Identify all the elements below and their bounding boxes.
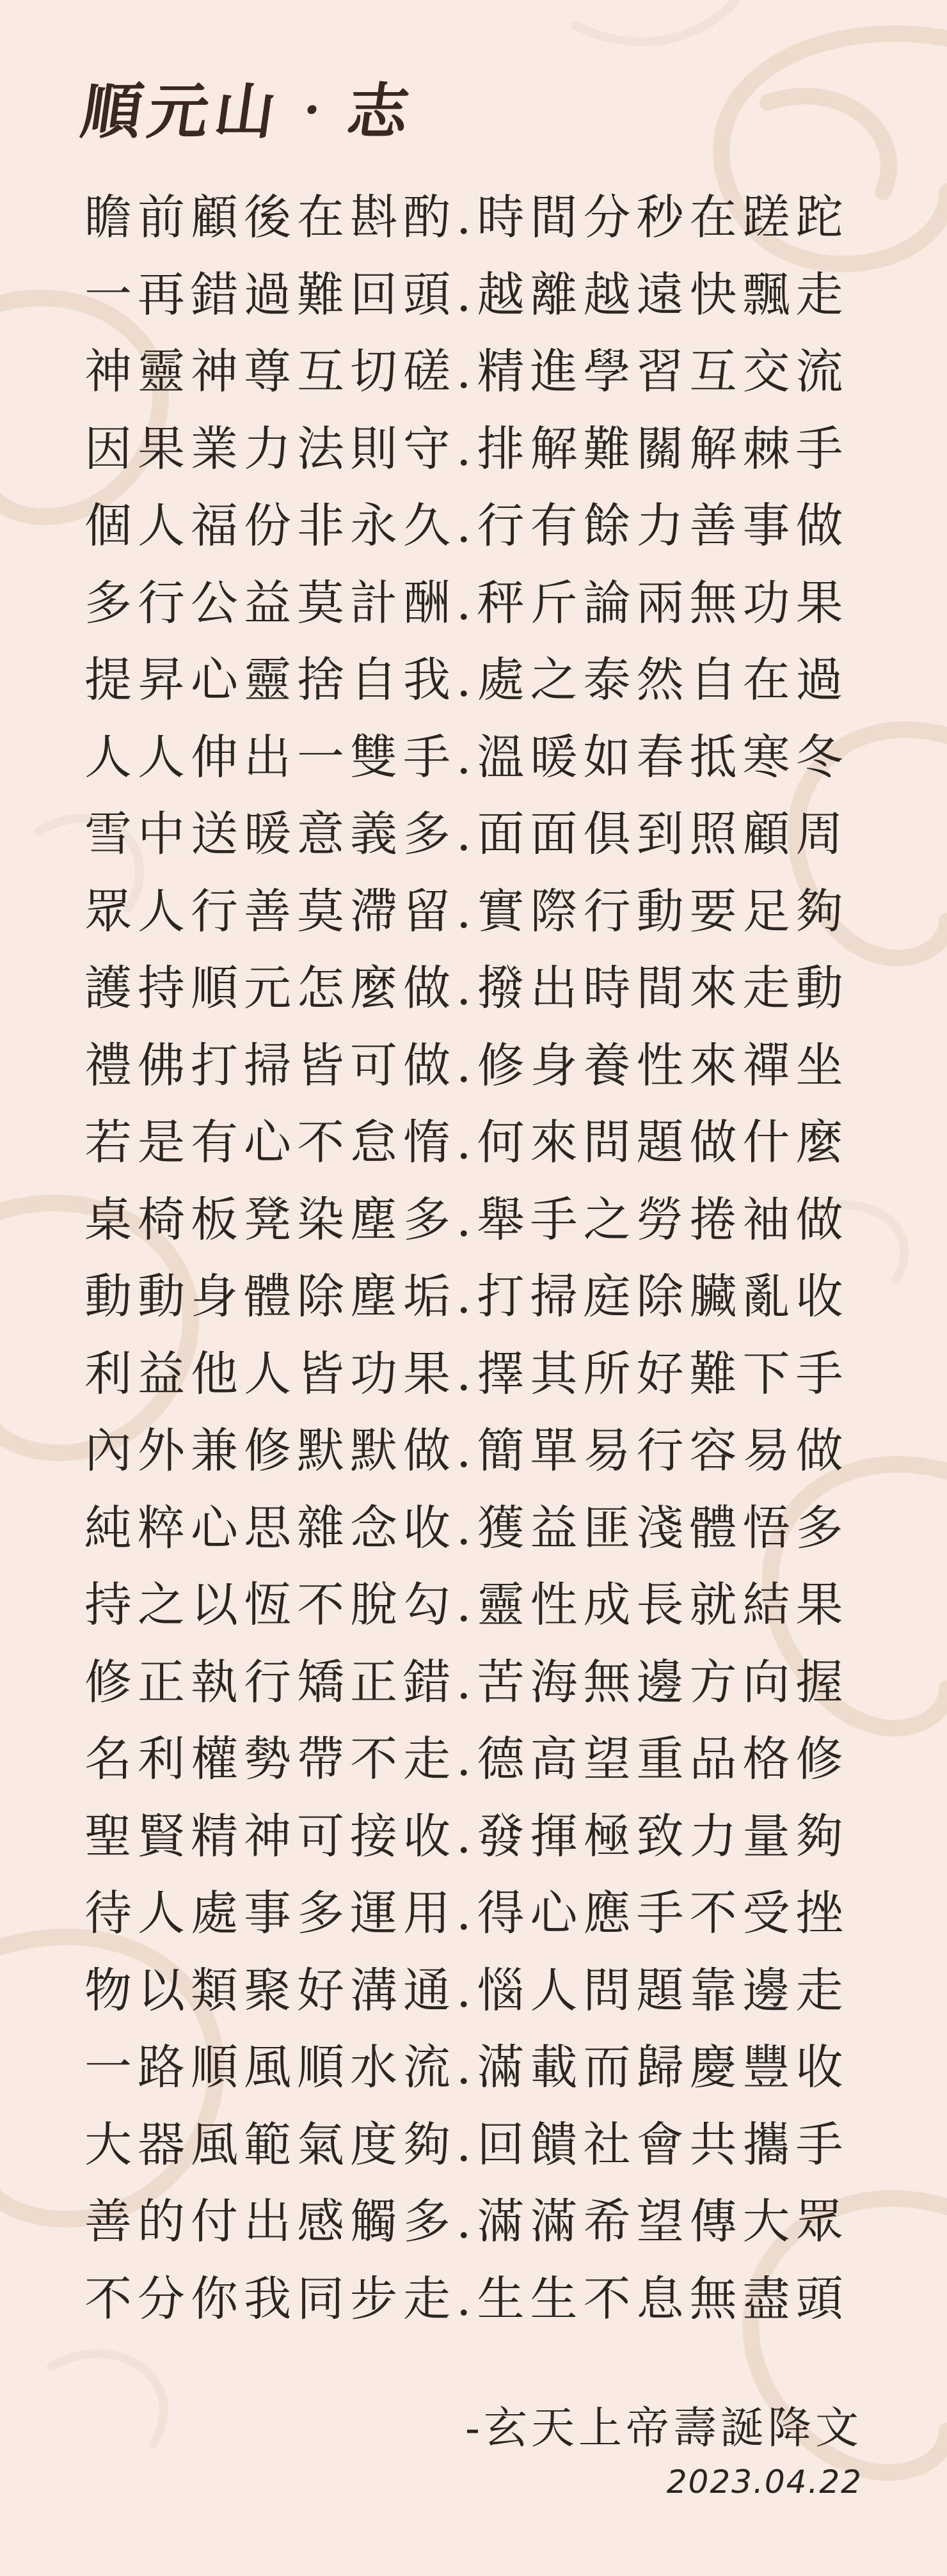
poem-line: 若是有心不怠惰.何來問題做什麼 (84, 1115, 849, 1170)
poem-line: 提昇心靈捨自我.處之泰然自在過 (84, 652, 849, 707)
poem-line: 動動身體除塵垢.打掃庭除臟亂收 (84, 1269, 849, 1324)
poem-line: 個人福份非永久.行有餘力善事做 (84, 498, 849, 553)
poem-body (84, 179, 865, 2337)
poem-line: 名利權勢帶不走.德高望重品格修 (84, 1732, 849, 1787)
poem-line: 雪中送暖意義多.面面俱到照顧周 (84, 807, 849, 862)
poem-line: 眾人行善莫滯留.實際行動要足夠 (84, 883, 849, 939)
poem-line: 禮佛打掃皆可做.修身養性來禪坐 (84, 1038, 849, 1093)
calligraphy-title: 順元山‧志 (77, 77, 420, 147)
poem-line: 持之以恆不脫勾.靈性成長就結果 (84, 1577, 849, 1632)
poem-line: 修正執行矯正錯.苦海無邊方向握 (84, 1654, 849, 1710)
date-stamp: 2023.04.22 (666, 2463, 863, 2501)
poem-line: 神靈神尊互切磋.精進學習互交流 (84, 344, 849, 399)
poem-line: 不分你我同步走.生生不息無盡頭 (84, 2271, 849, 2327)
poem-line: 物以類聚好溝通.惱人問題靠邊走 (84, 1963, 849, 2018)
poem-line: 瞻前顧後在斟酌.時間分秒在蹉跎 (84, 190, 849, 245)
poem-line: 大器風範氣度夠.回饋社會共攜手 (84, 2117, 849, 2172)
poem-line: 聖賢精神可接收.發揮極致力量夠 (84, 1808, 849, 1864)
poem-line: 一再錯過難回頭.越離越遠快飄走 (84, 267, 849, 322)
poem-line: 純粹心思雜念收.獲益匪淺體悟多 (84, 1500, 849, 1556)
poem-line: 一路順風順水流.滿載而歸慶豐收 (84, 2040, 849, 2095)
attribution: -玄天上帝壽誕降文 (465, 2403, 863, 2454)
poem-line: 待人處事多運用.得心應手不受挫 (84, 1886, 849, 1941)
poem-line: 內外兼修默默做.簡單易行容易做 (84, 1423, 849, 1478)
poem-line: 人人伸出一雙手.溫暖如春抵寒冬 (84, 729, 849, 785)
poem-line: 多行公益莫計酬.秤斤論兩無功果 (84, 575, 849, 631)
poem-line: 護持順元怎麼做.撥出時間來走動 (84, 961, 849, 1016)
poem-line: 桌椅板凳染塵多.舉手之勞捲袖做 (84, 1192, 849, 1247)
poem-line: 利益他人皆功果.擇其所好難下手 (84, 1346, 849, 1402)
poem-line: 因果業力法則守.排解難關解棘手 (84, 421, 849, 477)
poem-line: 善的付出感觸多.滿滿希望傳大眾 (84, 2194, 849, 2249)
